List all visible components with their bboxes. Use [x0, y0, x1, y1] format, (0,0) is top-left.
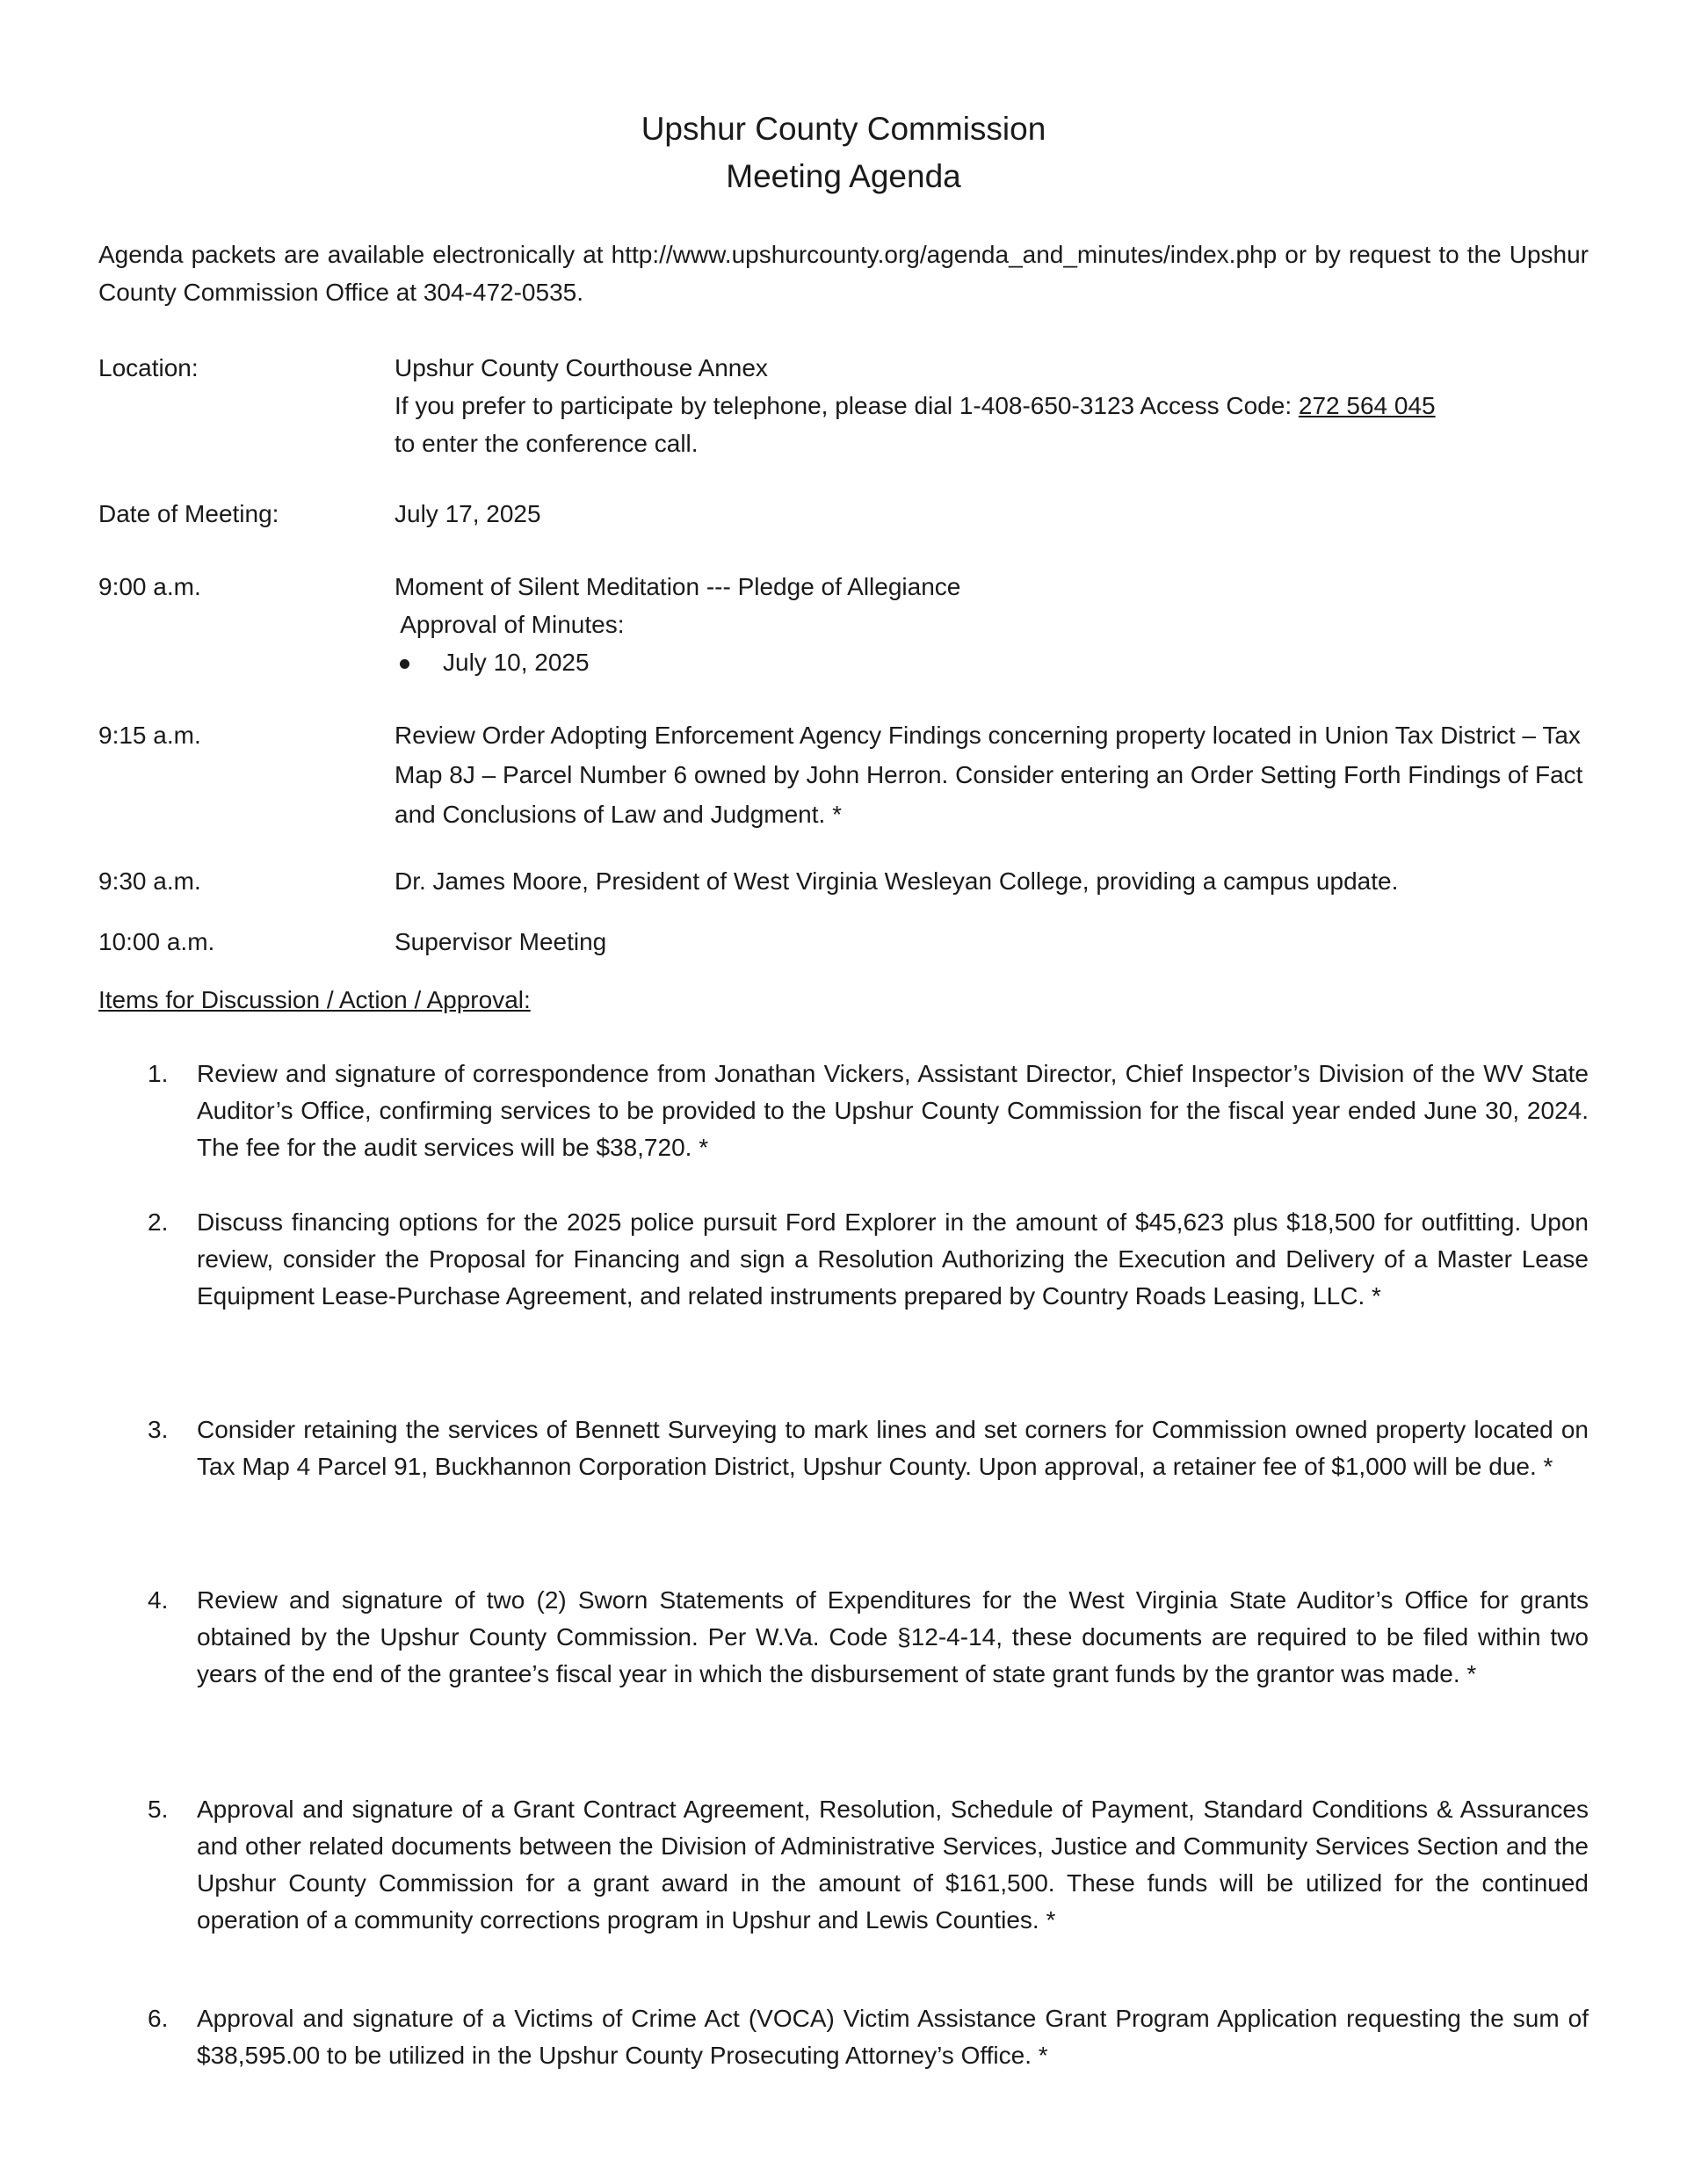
item-text: Approval and signature of a Victims of Crime Act (VOCA) Victim Assistance Grant Program Application requesting the sum of $38,595.00 to be utilized in the Upshur County Prosecuting Attorney’s Office. * [197, 2005, 1589, 2069]
bullet-item [395, 643, 1589, 681]
schedule-text: Dr. James Moore, President of West Virginia Wesleyan College, providing a campus update. [395, 867, 1399, 895]
schedule-text: Supervisor Meeting [395, 928, 607, 955]
schedule-time: 10:00 a.m. [98, 928, 215, 955]
schedule-time: 9:00 a.m. [98, 573, 201, 600]
schedule-text: Review Order Adopting Enforcement Agency Findings concerning property located in Union Tax District – Tax Map 8J – Parcel Number 6 owned by John Herron. Consider entering an Order Setting Forth Findings of Fact and Conclusions of Law and Judgment. * [395, 722, 1583, 828]
schedule-time: 9:30 a.m. [98, 867, 201, 895]
page-subtitle: Meeting Agenda [726, 158, 961, 194]
access-code: 272 564 045 [1298, 392, 1436, 419]
page-title: Upshur County Commission [641, 111, 1046, 147]
schedule-content [395, 568, 1589, 681]
schedule-line: Moment of Silent Meditation --- Pledge of Allegiance [395, 573, 961, 600]
location-line-2 [395, 387, 1589, 424]
item-number: 5. [148, 1796, 169, 1823]
intro-paragraph: Agenda packets are available electronically at http://www.upshurcounty.org/agenda_and_minutes/index.php or by request to the Upshur County Commission Office at 304-472-0535. [98, 241, 1589, 306]
item-number: 2. [148, 1208, 169, 1236]
schedule-time: 9:15 a.m. [98, 722, 201, 749]
location-content [395, 349, 1589, 462]
date-label: Date of Meeting: [98, 500, 279, 527]
item-text: Review and signature of two (2) Sworn Statements of Expenditures for the West Virginia State Auditor’s Office for grants obtained by the Upshur County Commission. Per W.Va. Code §12-4-14, these documents are required to be filed within two years of the end of the grantee’s fiscal year in which the disbursement of state grant funds by the grantor was made. * [197, 1586, 1589, 1687]
item-number: 1. [148, 1060, 169, 1087]
section-heading: Items for Discussion / Action / Approval: [98, 986, 531, 1013]
item-text: Consider retaining the services of Bennett Surveying to mark lines and set corners for Commission owned property located on Tax Map 4 Parcel 91, Buckhannon Corporation District, Upshur County. Upon approval, a retainer fee of $1,000 will be due. * [197, 1416, 1589, 1480]
item-number: 6. [148, 2005, 169, 2032]
location-line-1: Upshur County Courthouse Annex [395, 354, 768, 381]
phone-instructions: If you prefer to participate by telephone, please dial 1-408-650-3123 Access Code: [395, 392, 1299, 419]
location-label: Location: [98, 354, 199, 381]
date-value: July 17, 2025 [395, 500, 541, 527]
item-text: Review and signature of correspondence from Jonathan Vickers, Assistant Director, Chief Inspector’s Division of the WV State Auditor’s Office, confirming services to be provided to the Upshur County Commission for the fiscal year ended June 30, 2024. The fee for the audit services will be $38,720. * [197, 1060, 1589, 1161]
schedule-line: Approval of Minutes: [395, 611, 625, 638]
bullet-text: July 10, 2025 [443, 649, 590, 676]
item-text: Discuss financing options for the 2025 police pursuit Ford Explorer in the amount of $45,623 plus $18,500 for outfitting. Upon review, consider the Proposal for Financing and sign a Resolution Authorizing the Execution and Delivery of a Master Lease Equipment Lease-Purchase Agreement, and related instruments prepared by Country Roads Leasing, LLC. * [197, 1208, 1589, 1310]
item-text: Approval and signature of a Grant Contract Agreement, Resolution, Schedule of Payment, Standard Conditions & Assurances and other related documents between the Division of Administrative Services, Justice and Community Services Section and the Upshur County Commission for a grant award in the amount of $161,500. These funds will be utilized for the continued operation of a community corrections program in Upshur and Lewis Counties. * [197, 1796, 1589, 1934]
bullet-icon [400, 659, 409, 669]
item-number: 4. [148, 1586, 169, 1614]
location-line-3: to enter the conference call. [395, 430, 699, 457]
item-number: 3. [148, 1416, 169, 1443]
